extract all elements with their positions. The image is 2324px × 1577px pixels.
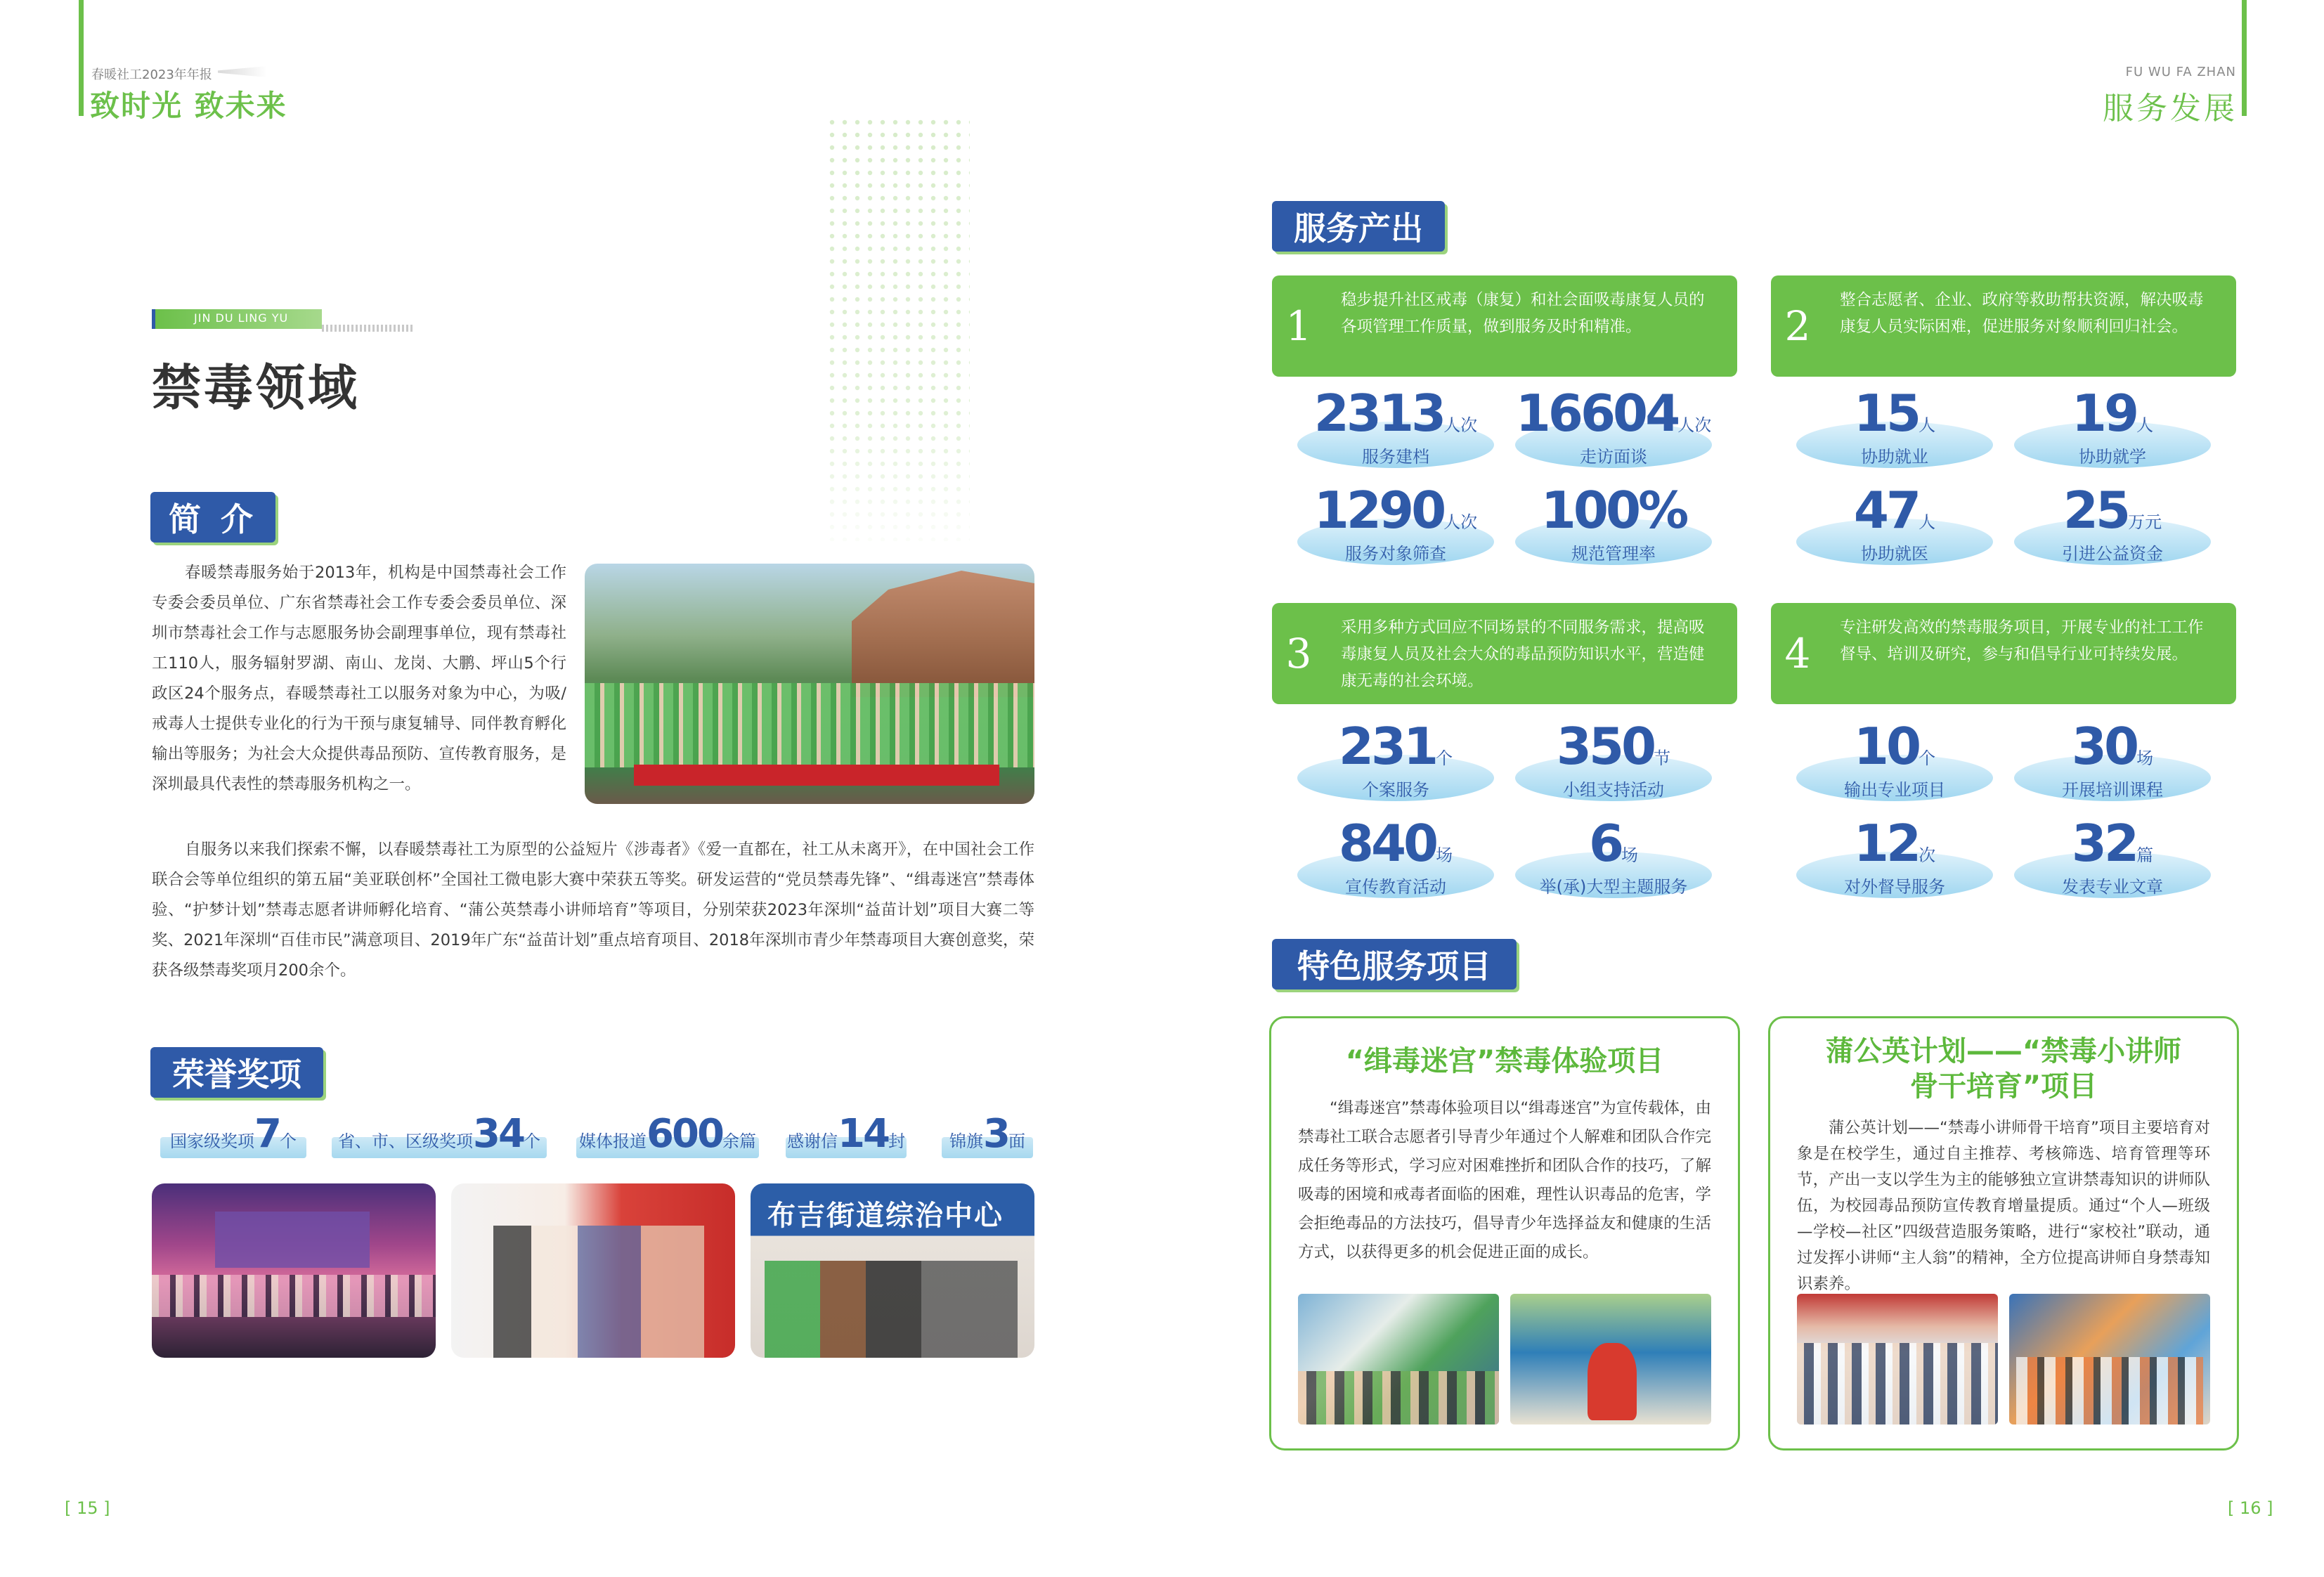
card-dandelion-text: 蒲公英计划——“禁毒小讲师骨干培育”项目主要培育对象是在校学生，通过自主推荐、考核筛选、培育管理等环节，产出一支以学生为主的能够独立宣讲禁毒知识的讲师队伍，为校园毒品预防宣传教育增量提质。通过“个人—班级—学校—社区”四级营造服务策略，进行“家校社”联动，通过发挥小讲师“主人翁”的精神，全方位提高讲师自身禁毒知识素养。	[1797, 1119, 2210, 1293]
stat-screening: 1290人次 服务对象筛查	[1297, 485, 1494, 569]
stat-case-service: 231个 个案服务	[1297, 721, 1494, 805]
report-label: 春暖社工2023年年报	[91, 67, 212, 82]
report-label-arrow	[218, 66, 267, 77]
photo-crowd	[585, 683, 1034, 767]
stat-public-funds: 25万元 引进公益资金	[2014, 485, 2211, 569]
award-media: 媒体报道600余篇	[576, 1127, 759, 1158]
card-dandelion-photo-1	[1797, 1294, 1998, 1425]
photo-stage-screen	[215, 1212, 370, 1268]
card-maze-photo-2	[1510, 1294, 1711, 1425]
page-number-left: [ 15 ]	[65, 1498, 110, 1518]
group-photo	[585, 564, 1034, 804]
stat-medical: 47人 协助就医	[1796, 485, 1993, 569]
award-thanks-letter: 感谢信14封	[786, 1127, 907, 1158]
photo-stage-people	[152, 1275, 436, 1317]
section-en-label: FU WU FA ZHAN	[2125, 65, 2236, 79]
award-photo-ceremony	[451, 1183, 735, 1358]
stat-projects-output: 10个 输出专业项目	[1796, 721, 1993, 805]
card-maze-text: “缉毒迷宫”禁毒体验项目以“缉毒迷宫”为宣传载体，由禁毒社工联合志愿者引导青少年通过个人解难和团队合作完成任务等形式，学习应对困难挫折和团队合作的技巧，了解吸毒的困境和戒毒者面临的困难，理性认识毒品的危害，学会拒绝毒品的方法技巧，倡导青少年选择益友和健康的生活方式，以获得更多的机会促进正面的成长。	[1298, 1099, 1711, 1261]
award-provincial: 省、市、区级奖项34个	[332, 1127, 547, 1158]
stat-management-rate: 100% 规范管理率	[1515, 485, 1712, 569]
section-title: 禁毒领域	[152, 358, 360, 417]
intro-paragraph-2: 自服务以来我们探索不懈，以春暖禁毒社工为原型的公益短片《涉毒者》《爱一直都在，社工从未离开》，在中国社会工作联合会等单位组织的第五届“美亚联创杯”全国社工微电影大赛中荣获五等奖。研发运营的“党员禁毒先锋”、“缉毒迷宫”禁毒体验、“护梦计划”禁毒志愿者讲师孵化培育、“蒲公英禁毒小讲师培育”等项目，分别荣获2023年深圳“益苗计划”项目大赛二等奖、2021年深圳“百佳市民”满意项目、2019年广东“益苗计划”重点培育项目、2018年深圳市青少年禁毒项目大赛创意奖，荣获各级禁毒奖项月200余个。	[152, 841, 1034, 980]
stat-schooling: 19人 协助就学	[2014, 388, 2211, 472]
intro-tag: 简 介	[150, 492, 275, 543]
slogan-logo: 致时光 致未来	[90, 89, 287, 123]
dot-grid-decoration	[829, 119, 970, 541]
photo-banner	[634, 765, 999, 786]
award-photo-street-center	[751, 1183, 1034, 1358]
stat-service-files: 2313人次 服务建档	[1297, 388, 1494, 472]
feature-projects-tag: 特色服务项目	[1272, 939, 1517, 989]
photo-building	[852, 571, 1034, 697]
feature-card-dandelion	[1768, 1016, 2239, 1451]
stat-external-supervision: 12次 对外督导服务	[1796, 818, 1993, 902]
stat-large-events: 6场 举(承)大型主题服务	[1515, 818, 1712, 902]
award-national: 国家级奖项7个	[160, 1127, 306, 1158]
stat-articles: 32篇 发表专业文章	[2014, 818, 2211, 902]
card-dandelion-title-2: 骨干培育”项目	[1909, 1070, 2098, 1103]
intro-paragraph-1: 春暖禁毒服务始于2013年，机构是中国禁毒社会工作专委会委员单位、广东省禁毒社会工作专委会委员单位、深圳市禁毒社会工作与志愿服务协会副理事单位，现有禁毒社工110人，服务辐射罗湖、南山、龙岗、大鹏、坪山5个行政区24个服务点，春暖禁毒社工以服务对象为中心，为吸/戒毒人士提供专业化的行为干预与康复辅导、同伴教育孵化输出等服务；为社会大众提供毒品预防、宣传教育服务，是深圳最具代表性的禁毒服务机构之一。	[152, 564, 566, 793]
section-en-bar-dash	[322, 325, 413, 332]
left-margin-line	[79, 0, 84, 116]
section-en: JIN DU LING YU	[194, 311, 289, 325]
page-number-right: [ 16 ]	[2228, 1498, 2273, 1518]
output-box-2: 2 整合志愿者、企业、政府等救助帮扶资源，解决吸毒康复人员实际困难，促进服务对象顺利回归社会。	[1771, 275, 2236, 377]
stat-visits: 16604人次 走访面谈	[1515, 384, 1712, 467]
card-maze-photo-1	[1298, 1294, 1499, 1425]
stat-training-courses: 30场 开展培训课程	[2014, 721, 2211, 805]
card-dandelion-photo-2	[2009, 1294, 2210, 1425]
photo-center-people	[765, 1261, 1018, 1358]
award-photo-stage	[152, 1183, 436, 1358]
section-header-title: 服务发展	[2103, 91, 2238, 126]
honor-tag: 荣誉奖项	[150, 1047, 323, 1098]
right-margin-line	[2242, 0, 2247, 116]
output-box-1: 1 稳步提升社区戒毒（康复）和社会面吸毒康复人员的各项管理工作质量，做到服务及时和精准。	[1272, 275, 1737, 377]
stat-employment: 15人 协助就业	[1796, 388, 1993, 472]
stat-group-activities: 350节 小组支持活动	[1515, 721, 1712, 805]
service-output-tag: 服务产出	[1272, 201, 1445, 252]
photo-ceremony-people	[493, 1226, 704, 1358]
output-box-3: 3 采用多种方式回应不同场景的不同服务需求，提高吸毒康复人员及社会大众的毒品预防知识水平，营造健康无毒的社会环境。	[1272, 603, 1737, 704]
photo-banner-text: 布吉街道综治中心	[767, 1199, 1004, 1232]
card-dandelion-title-1: 蒲公英计划——“禁毒小讲师	[1825, 1035, 2182, 1067]
stat-education-activities: 840场 宣传教育活动	[1297, 818, 1494, 902]
award-banner: 锦旗3面	[942, 1127, 1033, 1158]
feature-card-maze	[1269, 1016, 1740, 1451]
card-maze-title: “缉毒迷宫”禁毒体验项目	[1345, 1045, 1664, 1077]
output-box-4: 4 专注研发高效的禁毒服务项目，开展专业的社工工作督导、培训及研究，参与和倡导行业可持续发展。	[1771, 603, 2236, 704]
